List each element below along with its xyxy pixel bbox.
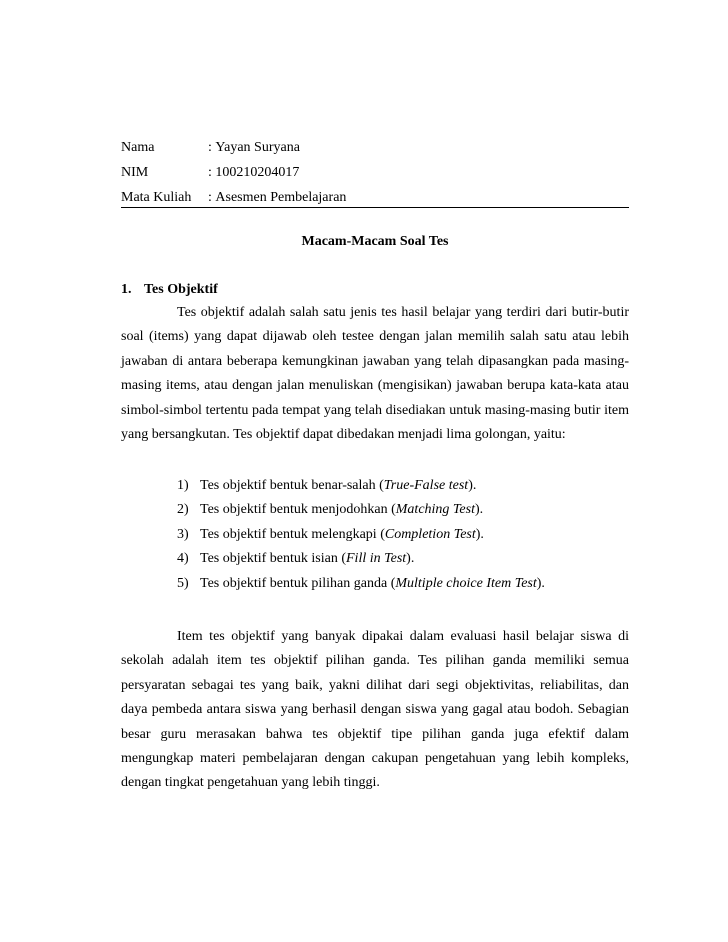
name-separator: : (208, 140, 216, 155)
list-item (177, 572, 629, 596)
list-item-text: Tes objektif bentuk pilihan ganda ( (200, 575, 396, 591)
name-label: Nama (121, 140, 155, 155)
name-value: Yayan Suryana (215, 140, 300, 155)
list-item-end: ). (406, 551, 415, 567)
section-number: 1. (121, 282, 132, 297)
list-item (177, 523, 629, 547)
list-item-number: 2) (177, 502, 189, 518)
list-item-number: 3) (177, 526, 189, 542)
list-item-end: ). (475, 526, 484, 542)
list-item-text: Tes objektif bentuk isian ( (200, 551, 346, 567)
course-label: Mata Kuliah (121, 190, 192, 205)
list-item (177, 498, 629, 522)
list-item-term: Multiple choice Item Test (395, 575, 537, 591)
course-value: Asesmen Pembelajaran (215, 190, 347, 205)
nim-separator: : (208, 165, 216, 180)
section-heading (121, 280, 218, 300)
test-types-list (177, 474, 629, 596)
list-item-text: Tes objektif bentuk menjodohkan ( (200, 502, 396, 518)
section-heading-text: Tes Objektif (144, 282, 218, 297)
paragraph-multiple-choice: Item tes objektif yang banyak dipakai dalam evaluasi hasil belajar siswa di sekolah adalah item tes objektif pilihan ganda. Tes pilihan ganda memiliki semua persyaratan sebagai tes yang baik, yakni dilihat dari segi objektivitas, reliabilitas, dan daya pembeda antara siswa yang berhasil dengan siswa yang gagal atau bodoh. Sebagian besar guru merasakan bahwa tes objektif tipe pilihan ganda juga efektif dalam mengungkap materi pembelajaran dengan cakupan pengetahuan yang lebih kompleks, dengan tingkat pengetahuan yang lebih tinggi. (121, 629, 629, 791)
paragraph-intro: Tes objektif adalah salah satu jenis tes hasil belajar yang terdiri dari butir-butir soal (items) yang dapat dijawab oleh testee dengan jalan memilih salah satu atau lebih jawaban di antara beberapa kemungkinan jawaban yang telah dipasangkan pada masing-masing items, atau dengan jalan menuliskan (mengisikan) jawaban berupa kata-kata atau simbol-simbol tertentu pada tempat yang telah disediakan untuk masing-masing butir item yang bersangkutan. Tes objektif dapat dibedakan menjadi lima golongan, yaitu: (121, 305, 629, 443)
document-title: Macam-Macam Soal Tes (301, 234, 449, 249)
nim-value: 100210204017 (215, 165, 300, 180)
list-item-term: True-False test (383, 478, 469, 493)
list-item-term: Matching Test (395, 502, 475, 518)
list-item (177, 547, 629, 571)
list-item-term: Fill in Test (346, 551, 407, 567)
name-row (121, 135, 629, 160)
list-item-end: ). (468, 478, 477, 493)
list-item-number: 4) (177, 551, 189, 567)
list-item-text: Tes objektif bentuk melengkapi ( (200, 526, 385, 542)
list-item-end: ). (474, 502, 484, 518)
student-info-header (121, 135, 629, 210)
list-item-number: 1) (177, 478, 189, 493)
list-item-end: ). (536, 575, 545, 591)
nim-label: NIM (121, 165, 149, 180)
list-item-number: 5) (177, 575, 189, 591)
list-item-text: Tes objektif bentuk benar-salah ( (200, 478, 384, 493)
list-item (177, 474, 629, 498)
course-separator: : (208, 190, 216, 205)
list-item-term: Completion Test (384, 526, 476, 542)
header-divider (121, 207, 629, 208)
nim-row (121, 160, 629, 185)
